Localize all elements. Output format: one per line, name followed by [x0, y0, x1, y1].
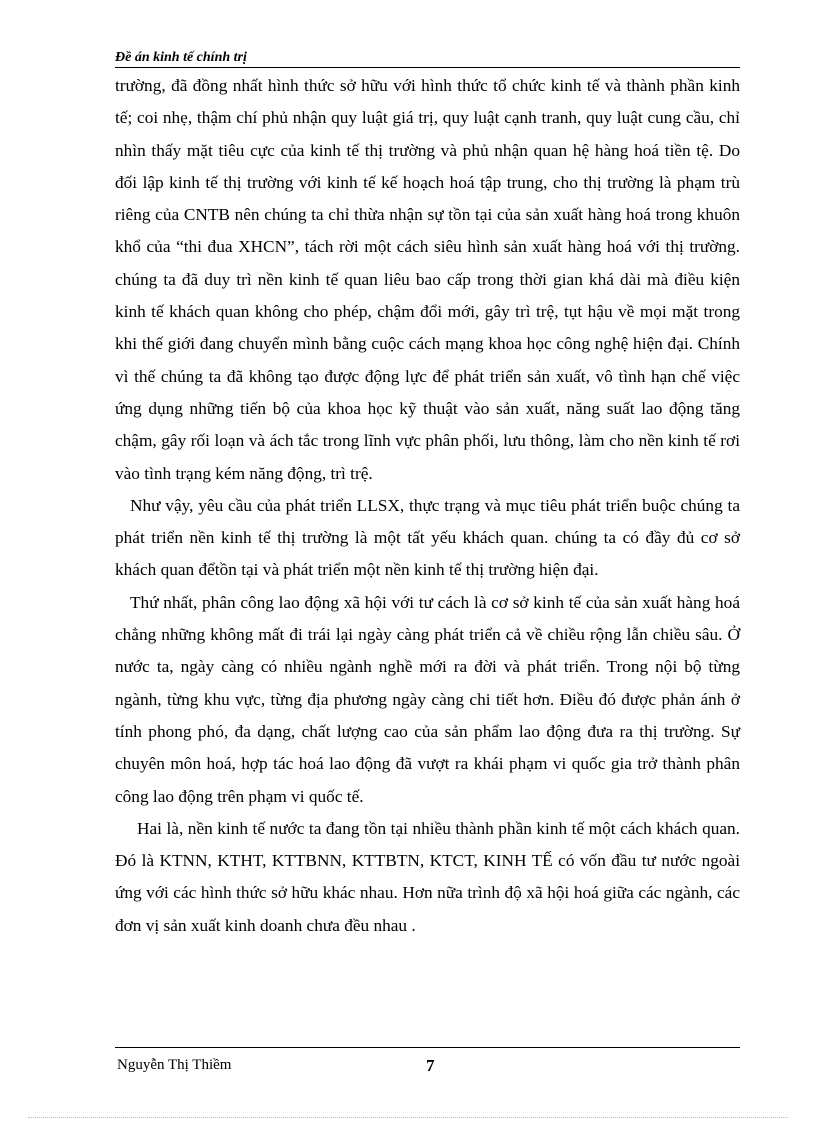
page-footer: [115, 1047, 740, 1088]
document-body: [115, 70, 740, 942]
paragraph-continuation: trường, đã đồng nhất hình thức sở hữu với hình thức tổ chức kinh tế và thành phần kinh tế; coi nhẹ, thậm chí phủ nhận quy luật giá trị, quy luật cạnh tranh, quy luật cung cầu, chỉ nhìn thấy mặt tiêu cực của kinh tế thị trường và phủ nhận quan hệ hàng hoá tiền tệ. Do đối lập kinh tế thị trường với kinh tế kế hoạch hoá tập trung, cho thị trường là phạm trù riêng của CNTB nên chúng ta chỉ thừa nhận sự tồn tại của sản xuất hàng hoá trong khuôn khổ của “thi đua XHCN”, tách rời một cách siêu hình sản xuất hàng hoá với thị trường. chúng ta đã duy trì nền kinh tế quan liêu bao cấp trong thời gian khá dài mà điều kiện kinh tế khách quan không cho phép, chậm đổi mới, gây trì trệ, tụt hậu về mọi mặt trong khi thế giới đang chuyển mình bằng cuộc cách mạng khoa học công nghệ hiện đại. Chính vì thế chúng ta đã không tạo được động lực để phát triển sản xuất, vô tình hạn chế việc ứng dụng những tiến bộ của khoa học kỹ thuật vào sản xuất, năng suất lao động tăng chậm, gây rối loạn và ách tắc trong lĩnh vực phân phối, lưu thông, làm cho nền kinh tế rơi vào tình trạng kém năng động, trì trệ.: [115, 76, 740, 483]
page-header: [115, 49, 740, 68]
page-edge-divider: [28, 1117, 788, 1118]
page-number: 7: [426, 1056, 435, 1075]
paragraph-second-reason: Hai là, nền kinh tế nước ta đang tồn tại nhiều thành phần kinh tế một cách khách quan. Đó là KTNN, KTHT, KTTBNN, KTTBTN, KTCT, KINH TẾ có vốn đầu tư nước ngoài ứng với các hình thức sở hữu khác nhau. Hơn nữa trình độ xã hội hoá giữa các ngành, các đơn vị sản xuất kinh doanh chưa đều nhau .: [115, 818, 740, 935]
document-title: Đề án kinh tế chính trị: [115, 50, 247, 65]
paragraph-first-reason: Thứ nhất, phân công lao động xã hội với tư cách là cơ sở kinh tế của sản xuất hàng hoá chẳng những không mất đi trái lại ngày càng phát triển cả về chiều rộng lẫn chiều sâu. Ở nước ta, ngày càng có nhiều ngành nghề mới ra đời và phát triển. Trong nội bộ từng ngành, từng khu vực, từng địa phương ngày càng chi tiết hơn. Điều đó được phản ánh ở tính phong phó, đa dạng, chất lượng cao của sản phẩm lao động đưa ra thị trường. Sự chuyên môn hoá, hợp tác hoá lao động đã vượt ra khái phạm vi quốc gia trở thành phân công lao động trên phạm vi quốc tế.: [115, 592, 740, 806]
author-name: Nguyễn Thị Thiềm: [117, 1057, 232, 1073]
paragraph-conclusion: Như vậy, yêu cầu của phát triển LLSX, thực trạng và mục tiêu phát triển buộc chúng ta phát triển nền kinh tế thị trường là một tất yếu khách quan. chúng ta có đầy đủ cơ sở khách quan đểtồn tại và phát triển một nền kinh tế thị trường hiện đại.: [115, 495, 740, 580]
